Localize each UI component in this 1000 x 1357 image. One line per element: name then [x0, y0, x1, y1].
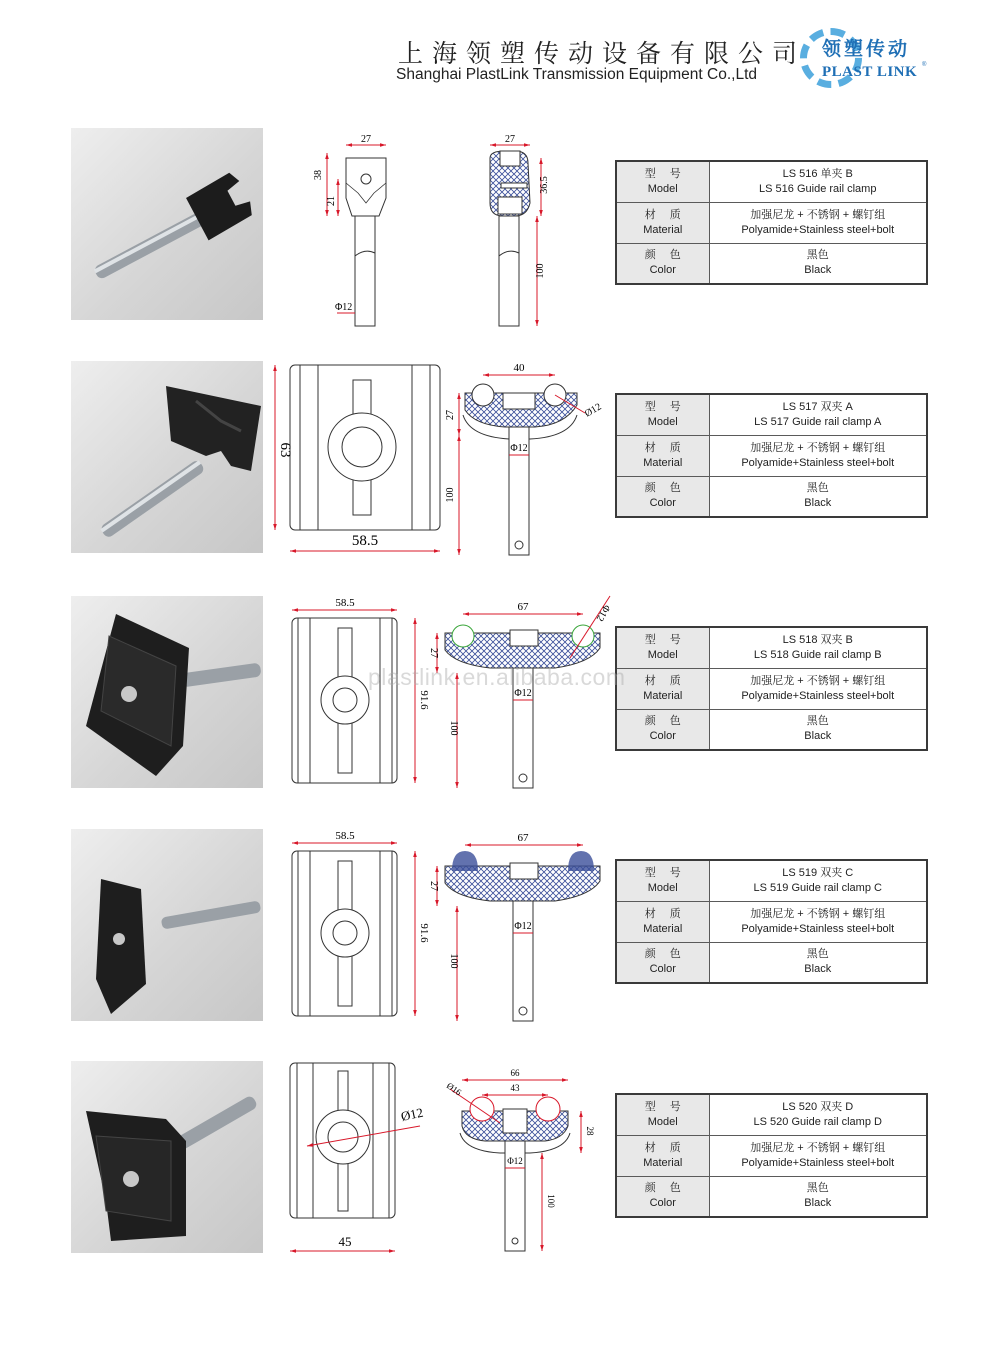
- label-color-cn: 颜色: [644, 948, 695, 961]
- dim-depth: 27: [428, 648, 439, 658]
- label-color-en: Color: [649, 497, 676, 510]
- dim-width: 58.5: [335, 597, 355, 609]
- label-material-en: Material: [643, 456, 683, 469]
- technical-drawing-ls518: [265, 588, 610, 803]
- technical-drawing-ls520: [265, 1051, 610, 1266]
- dim-shaft-len: 100: [445, 487, 456, 503]
- label-model-en: Model: [647, 881, 678, 894]
- dim-height: 63: [277, 442, 293, 458]
- material-en: Polyamide+Stainless steel+bolt: [741, 456, 895, 469]
- technical-drawing-ls519: [265, 821, 610, 1036]
- material-en: Polyamide+Stainless steel+bolt: [741, 689, 895, 702]
- spec-row-material: [616, 435, 927, 476]
- label-model-cn: 型号: [644, 400, 695, 413]
- color-cn: 黑色: [806, 715, 829, 728]
- material-cn: 加强尼龙 + 不锈钢 + 螺钉组: [750, 441, 886, 454]
- model-en: LS 517 Guide rail clamp A: [754, 415, 882, 428]
- color-en: Black: [804, 730, 832, 743]
- model-en: LS 518 Guide rail clamp B: [753, 648, 882, 661]
- spec-row-color: [616, 243, 927, 284]
- label-model-cn: 型号: [644, 866, 695, 879]
- dim-depth: 27: [445, 410, 456, 420]
- label-model-en: Model: [647, 648, 678, 661]
- watermark: plastlink.en.alibaba.com: [368, 664, 626, 690]
- spec-row-color: [616, 476, 927, 517]
- dim-span: 67: [517, 601, 529, 613]
- product-photo-ls516: [71, 128, 263, 320]
- spec-table-ls516: [615, 160, 928, 285]
- dim-depth: 27: [428, 881, 439, 891]
- dim-outer-span: 66: [510, 1068, 520, 1078]
- logo-text-en: PLAST LINK: [822, 64, 918, 80]
- model-cn: LS 520 双夹 D: [782, 1100, 854, 1113]
- dim-shaft-len: 100: [448, 953, 459, 969]
- spec-row-material: [616, 202, 927, 243]
- label-color-en: Color: [649, 730, 676, 743]
- dim-shaft-dia: Φ12: [514, 921, 532, 932]
- label-model-cn: 型号: [644, 633, 695, 646]
- technical-drawing-ls516: [265, 123, 610, 338]
- label-material-cn: 材质: [644, 1141, 695, 1154]
- spec-row-model: [616, 860, 927, 901]
- dim-inner-span: 43: [510, 1083, 520, 1093]
- spec-table-ls518: [615, 626, 928, 751]
- spec-row-model: [616, 627, 927, 668]
- label-model-cn: 型号: [644, 167, 695, 180]
- model-cn: LS 516 单夹 B: [782, 167, 853, 180]
- label-color-en: Color: [649, 1197, 676, 1210]
- dim-roller-dia: Ø16: [444, 1080, 464, 1098]
- label-material-en: Material: [643, 922, 683, 935]
- color-en: Black: [804, 963, 832, 976]
- label-color-cn: 颜色: [644, 249, 695, 262]
- label-color-cn: 颜色: [644, 715, 695, 728]
- label-material-cn: 材质: [644, 208, 695, 221]
- material-cn: 加强尼龙 + 不锈钢 + 螺钉组: [750, 1141, 886, 1154]
- model-en: LS 516 Guide rail clamp: [759, 182, 877, 195]
- spec-row-material: [616, 901, 927, 942]
- dim-width: 45: [338, 1234, 352, 1249]
- product-photo-ls519: [71, 829, 263, 1021]
- dim-roller-dia: Φ12: [593, 602, 612, 623]
- dim-height: 91.6: [418, 690, 430, 710]
- dim-shaft-len: 100: [546, 1194, 556, 1208]
- label-material-cn: 材质: [644, 441, 695, 454]
- model-cn: LS 517 双夹 A: [782, 400, 853, 413]
- label-material-en: Material: [643, 1156, 683, 1169]
- page-header: [0, 0, 1000, 110]
- color-cn: 黑色: [806, 482, 829, 495]
- material-cn: 加强尼龙 + 不锈钢 + 螺钉组: [750, 907, 886, 920]
- spec-row-color: [616, 942, 927, 983]
- spec-row-color: [616, 709, 927, 750]
- logo-text-cn: 领塑传动: [822, 38, 911, 60]
- spec-row-material: [616, 668, 927, 709]
- color-en: Black: [804, 264, 832, 277]
- company-name-cn: 上海领塑传动设备有限公司: [398, 39, 807, 68]
- label-material-cn: 材质: [644, 674, 695, 687]
- spec-row-model: [616, 161, 927, 202]
- color-cn: 黑色: [806, 249, 829, 262]
- material-en: Polyamide+Stainless steel+bolt: [741, 223, 895, 236]
- dim-hole-dia: Ø12: [399, 1104, 425, 1124]
- material-cn: 加强尼龙 + 不锈钢 + 螺钉组: [750, 208, 886, 221]
- dim-width-front: 27: [361, 134, 371, 145]
- model-cn: LS 519 双夹 C: [782, 866, 854, 879]
- dim-width: 58.5: [351, 533, 379, 549]
- color-cn: 黑色: [806, 1182, 829, 1195]
- spec-row-model: [616, 394, 927, 435]
- spec-table-ls520: [615, 1093, 928, 1218]
- label-color-cn: 颜色: [644, 482, 695, 495]
- model-en: LS 520 Guide rail clamp D: [753, 1115, 882, 1128]
- spec-table-ls517: [615, 393, 928, 518]
- material-cn: 加强尼龙 + 不锈钢 + 螺钉组: [750, 674, 886, 687]
- model-en: LS 519 Guide rail clamp C: [753, 881, 882, 894]
- label-model-en: Model: [647, 415, 678, 428]
- spec-row-material: [616, 1135, 927, 1176]
- spec-row-color: [616, 1176, 927, 1217]
- dim-side-height: 36.5: [539, 176, 550, 194]
- label-model-en: Model: [647, 1115, 678, 1128]
- dim-bolt-height: 21: [326, 196, 337, 206]
- spec-row-model: [616, 1094, 927, 1135]
- label-material-cn: 材质: [644, 907, 695, 920]
- dim-span: 40: [513, 362, 525, 374]
- color-cn: 黑色: [806, 948, 829, 961]
- model-cn: LS 518 双夹 B: [782, 633, 853, 646]
- dim-shaft-dia: Φ12: [507, 1156, 523, 1166]
- dim-height: 38: [313, 170, 324, 180]
- dim-depth: 28: [585, 1126, 595, 1136]
- label-model-cn: 型号: [644, 1100, 695, 1113]
- label-model-en: Model: [647, 182, 678, 195]
- dim-roller-dia: Ø12: [583, 401, 604, 420]
- material-en: Polyamide+Stainless steel+bolt: [741, 1156, 895, 1169]
- label-color-cn: 颜色: [644, 1182, 695, 1195]
- product-photo-ls518: [71, 596, 263, 788]
- label-material-en: Material: [643, 223, 683, 236]
- registered-mark: ®: [922, 62, 927, 68]
- dim-width: 58.5: [335, 830, 355, 842]
- dim-shaft-dia: Φ12: [335, 302, 353, 313]
- material-en: Polyamide+Stainless steel+bolt: [741, 922, 895, 935]
- dim-shaft-dia: Φ12: [510, 443, 528, 454]
- spec-table-ls519: [615, 859, 928, 984]
- color-en: Black: [804, 1197, 832, 1210]
- technical-drawing-ls517: [265, 355, 610, 570]
- dim-shaft-dia: Φ12: [514, 688, 532, 699]
- plast-link-logo: [800, 28, 930, 88]
- dim-shaft-len: 100: [448, 720, 459, 736]
- dim-height: 91.6: [418, 923, 430, 943]
- label-material-en: Material: [643, 689, 683, 702]
- product-photo-ls520: [71, 1061, 263, 1253]
- label-color-en: Color: [649, 963, 676, 976]
- dim-width-side: 27: [505, 134, 515, 145]
- company-name-en: Shanghai PlastLink Transmission Equipment Co.,Ltd: [396, 66, 758, 83]
- color-en: Black: [804, 497, 832, 510]
- product-photo-ls517: [71, 361, 263, 553]
- dim-span: 67: [517, 832, 529, 844]
- dim-shaft-len: 100: [535, 263, 546, 279]
- label-color-en: Color: [649, 264, 676, 277]
